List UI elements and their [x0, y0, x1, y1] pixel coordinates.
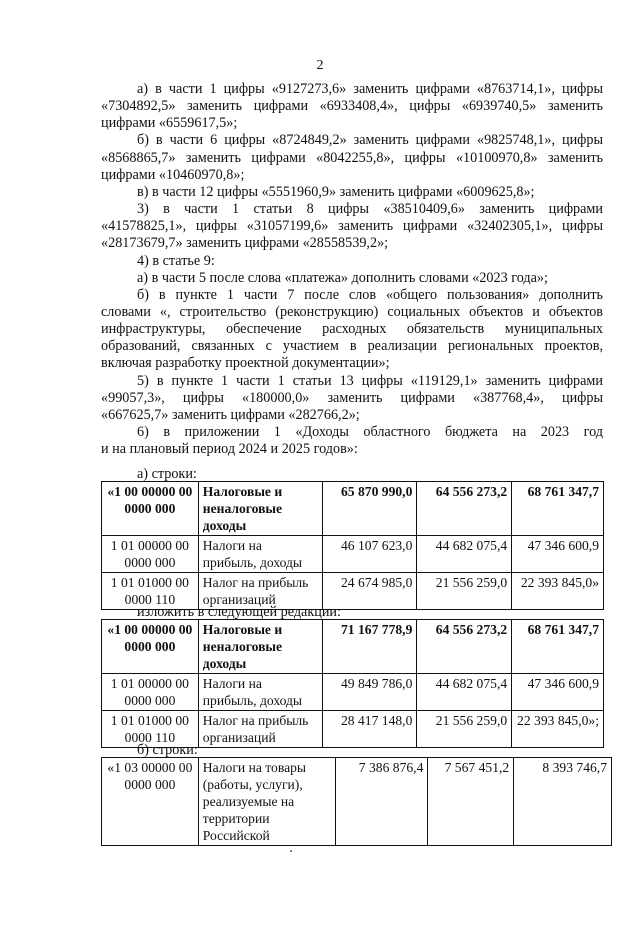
text-line: включая разработку проектной документации»; [101, 355, 390, 372]
text-line: словами «, строительство (реконструкцию) социальных объектов и объектов [101, 303, 603, 320]
rows-a-label: а) строки: [137, 466, 197, 482]
code-cell: 1 01 01000 00 0000 110 [102, 711, 199, 748]
name-cell: Налоговые и неналоговые доходы [198, 482, 322, 536]
table-row [102, 536, 604, 573]
rows-b-label: б) строки: [137, 742, 198, 758]
table-old-rows [101, 481, 604, 610]
table-row [102, 758, 612, 846]
value-2025-cell: 8 393 746,7 [514, 758, 612, 846]
code-cell: «1 03 00000 00 0000 000 [102, 758, 199, 846]
code-cell: 1 01 00000 00 0000 000 [102, 536, 199, 573]
value-2024-cell: 44 682 075,4 [417, 674, 512, 711]
value-2025-cell: 22 393 845,0» [512, 573, 604, 610]
text-line: б) в пункте 1 части 7 после слов «общего пользования» дополнить [137, 286, 603, 303]
text-line: инфраструктуры, обеспечение расходных обязательств муниципальных [101, 321, 603, 338]
value-2025-cell: 68 761 347,7 [512, 620, 604, 674]
text-line: а) в части 1 цифры «9127273,6» заменить цифрами «8763714,1», цифры [137, 81, 603, 97]
value-2025-cell: 68 761 347,7 [512, 482, 604, 536]
new-edition-label: изложить в следующей редакции: [137, 604, 341, 620]
value-2024-cell: 21 556 259,0 [417, 573, 512, 610]
text-line: «667625,7» заменить цифрами «282766,2»; [101, 406, 360, 423]
value-2024-cell: 21 556 259,0 [417, 711, 512, 748]
value-2023-cell: 28 417 148,0 [322, 711, 417, 748]
value-2024-cell: 44 682 075,4 [417, 536, 512, 573]
code-cell: 1 01 00000 00 0000 000 [102, 674, 199, 711]
value-2025-cell: 47 346 600,9 [512, 536, 604, 573]
text-line: «41578825,1», цифры «31057199,6» заменить цифрами «32402305,1», цифры [101, 218, 603, 235]
name-cell: Налоги на прибыль, доходы [198, 674, 322, 711]
value-2023-cell: 49 849 786,0 [322, 674, 417, 711]
name-cell: Налоги на товары (работы, услуги), реализуемые на территории Российской [198, 758, 335, 846]
text-line: б) в части 6 цифры «8724849,2» заменить цифрами «9825748,1», цифры [137, 132, 603, 149]
code-cell: «1 00 00000 00 0000 000 [102, 620, 199, 674]
page-number: 2 [316, 58, 324, 73]
text-line: и на плановый период 2024 и 2025 годов»: [101, 441, 358, 458]
table-row [102, 674, 604, 711]
value-2023-cell: 7 386 876,4 [335, 758, 428, 846]
table-new-rows [101, 619, 604, 748]
value-2023-cell: 65 870 990,0 [322, 482, 417, 536]
name-cell: Налоги на прибыль, доходы [198, 536, 322, 573]
value-2024-cell: 64 556 273,2 [417, 620, 512, 674]
table-rows-b [101, 757, 612, 846]
name-cell: Налоговые и неналоговые доходы [198, 620, 322, 674]
text-line: 4) в статье 9: [137, 252, 215, 269]
text-line: цифрами «10460970,8»; [101, 166, 245, 183]
scan-speck [290, 850, 292, 852]
value-2023-cell: 71 167 778,9 [322, 620, 417, 674]
value-2023-cell: 46 107 623,0 [322, 536, 417, 573]
table-row [102, 482, 604, 536]
text-line: «8568865,7» заменить цифрами «8042255,8», цифры «10100970,8» заменить [101, 149, 603, 166]
text-line: 5) в пункте 1 части 1 статьи 13 цифры «119129,1» заменить цифрами [137, 372, 603, 389]
code-cell: 1 01 01000 00 0000 110 [102, 573, 199, 610]
text-line: 6) в приложении 1 «Доходы областного бюджета на 2023 год [137, 424, 603, 440]
name-cell: Налог на прибыль организаций [198, 573, 322, 610]
text-line: «99057,3», цифры «180000,0» заменить цифрами «387768,4», цифры [101, 389, 603, 406]
value-2024-cell: 7 567 451,2 [428, 758, 514, 846]
text-line: в) в части 12 цифры «5551960,9» заменить цифрами «6009625,8»; [137, 183, 535, 200]
code-cell: «1 00 00000 00 0000 000 [102, 482, 199, 536]
text-line: а) в части 5 после слова «платежа» дополнить словами «2023 года»; [137, 269, 548, 286]
text-line: образований, связанных с участием в реализации региональных проектов, [101, 338, 603, 355]
text-line: «28173679,7» заменить цифрами «28558539,2»; [101, 235, 389, 252]
value-2024-cell: 64 556 273,2 [417, 482, 512, 536]
value-2023-cell: 24 674 985,0 [322, 573, 417, 610]
name-cell: Налог на прибыль организаций [198, 711, 322, 748]
value-2025-cell: 47 346 600,9 [512, 674, 604, 711]
table-row [102, 620, 604, 674]
value-2025-cell: 22 393 845,0»; [512, 711, 604, 748]
text-line: «7304892,5» заменить цифрами «6933408,4», цифры «6939740,5» заменить [101, 98, 603, 115]
text-line: 3) в части 1 статьи 8 цифры «38510409,6» заменить цифрами [137, 201, 603, 218]
text-line: цифрами «6559617,5»; [101, 115, 238, 132]
